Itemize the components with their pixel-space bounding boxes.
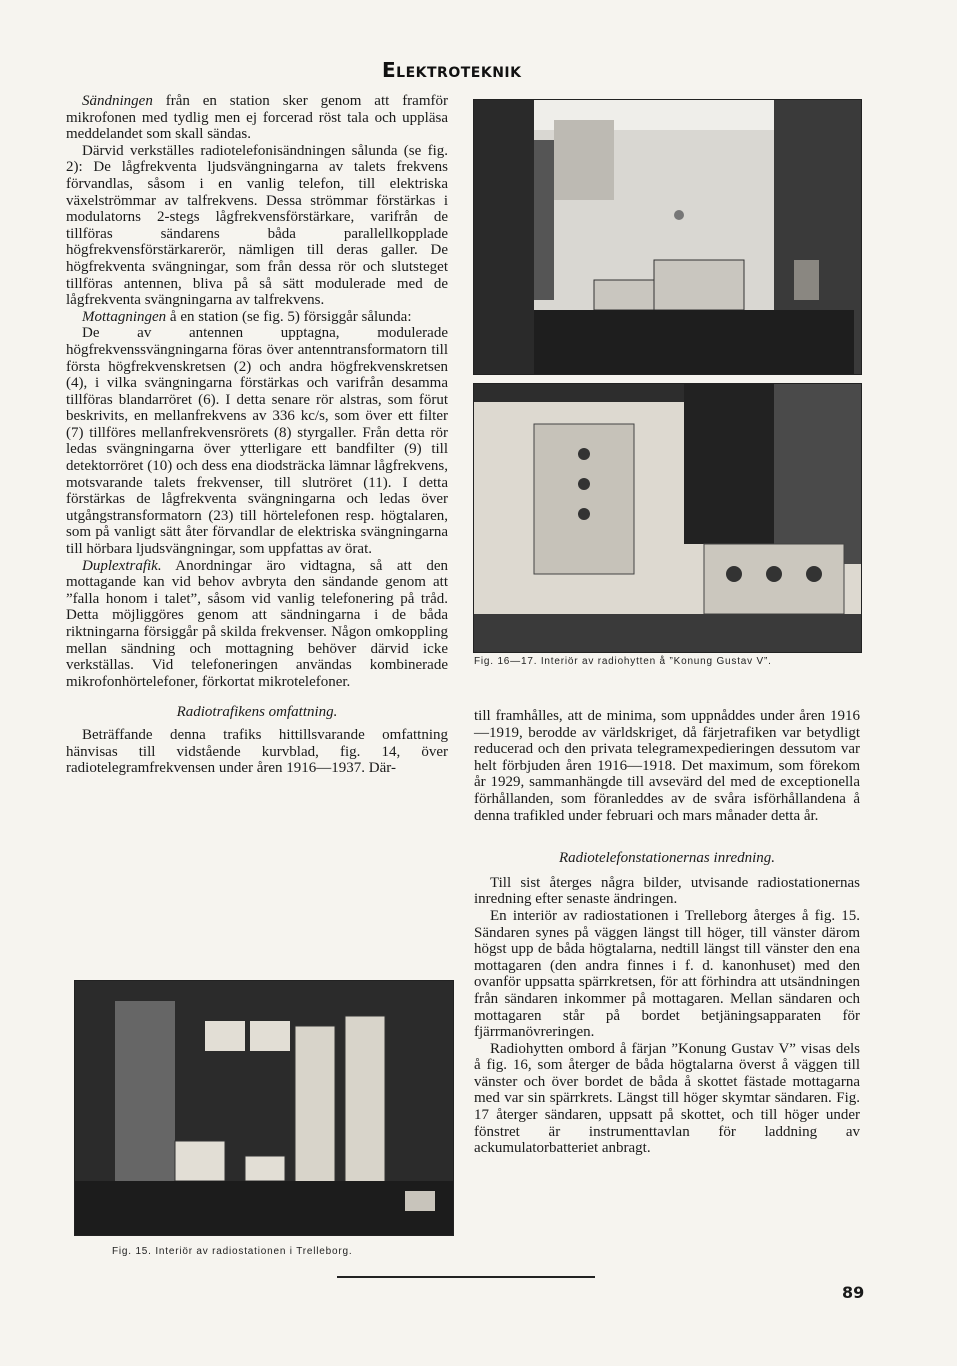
photo-fig-15-trelleborg [74, 980, 454, 1236]
paragraph-trafik-omfattning: Beträffande denna trafiks hittillsvarande omfattning hänvisas till vidstående kurvblad, fig. 14, över radiotelegramfrekvensen under åren 1916—1937. Där- [66, 726, 448, 777]
photo-fig-17-sandare [473, 383, 862, 653]
paragraph-mottagningen: å en station (se fig. 5) försiggår sålunda: [166, 308, 412, 325]
paragraph-framhalles: till framhålles, att de minima, som uppnåddes under åren 1916—1919, berodde av världskriget, då färjetrafiken var betydligt reducerad och den privata telegramexpedieringen dessutom var helt förbjuden åren 1916—1918. Det maximum, som förekom år 1929, sammanhängde till avsevärd del med de exceptionella förhållanden, som föranleddes av de svåra isförhållandena å denna trafikled under februari och mars månader detta år. [474, 708, 860, 824]
paragraph-duplextrafik: Anordningar äro vidtagna, så att den mottagande kan vid behov avbryta den sändande genom att ”falla honom i talet”, såsom vid vanlig telefonering på tråd. Detta möjliggöres genom att sändningarna i de båda riktningarna försiggår på skilda frekvenser. Någon omkoppling mellan sändning och mottagning behöver därvid icke verkställas. Vid telefoneringen användas kombinerade mikrofonhörtelefoner, förkortat mikrotelefoner. [66, 557, 448, 690]
photo-fig-16-radiohytt [473, 99, 862, 375]
paragraph-trelleborg-interior: En interiör av radiostationen i Trelleborg återges å fig. 15. Sändaren synes på väggen längst till höger, till vänster därom högst upp de båda högtalarna, nedtill längst till vänster den ena mottagaren (den andra finnes i f. d. kanonhuset) med den ovanför uppsatta spärrkretsen, för att förhindra att utsändningen från sändaren inkommer på mottagaren. Mellan sändaren och mottagaren står på bordet betjäningsapparaten för fjärrmanövreringen. [474, 907, 860, 1041]
paragraph-mottagning-detaljer: De av antennen upptagna, modulerade högfrekvenssvängningarna föras över antenntransformatorn till första högfrekvenskretsen (2) och andra högfrekvenskretsen (4), i vilka svängningarna förstärkas och varifrån desamma tillföras blandarröret (6). I detta senare rör alstras, som förut beskrivits, en mellanfrekvens av 336 kc/s, som över ett filter (7) tillföres mellanfrekvensrörets (8) styrgaller. Från detta rör ledas svängningarna över ytterligare ett bandfilter (9) till detektorröret (10) och dess ena diodsträcka lämnar lågfrekvens, motsvarande talets frekvenser, till slutröret (11). I detta förstärkas de lågfrekventa svängningarna och ledas över utgångstransformatorn (23) till hörtelefonen resp. högtalaren, som på vanligt sätt åter förvandlar de elektriska svängningarna till hörbara ljudsvängningar, som uppfattas av örat. [66, 325, 448, 558]
running-header [382, 58, 552, 82]
paragraph-sandningen: från en station sker genom att framför mikrofonen med tydlig men ej forcerad röst tala och uppläsa meddelandet som skall sändas. [66, 93, 448, 143]
heading-radiotelefonstationernas-inredning: Radiotelefonstationernas inredning. [558, 850, 776, 867]
lead-mottagningen: Mottagningen [82, 308, 167, 325]
caption-fig-16-17: Fig. 16—17. Interiör av radiohytten å ”Konung Gustav V”. [474, 656, 772, 667]
caption-fig-15: Fig. 15. Interiör av radiostationen i Trelleborg. [112, 1246, 353, 1257]
paragraph-radiotelefonisandning: Därvid verkställes radiotelefonisändningen sålunda (se fig. 2): De lågfrekventa ljudsvängningarna av talets frekvens förvandlas, såsom i en vanlig telefon, till elektriska växelströmmar av talfrekvens. Dessa strömmar förstärkas i modulatorns 2-stegs lågfrekvensförstärkare, varifrån de tillföras sändarens båda parallellkopplade högfrekvensförstärkarerör, nämligen till deras galler. De högfrekventa svängningar, som från dessa rör och slutsteget tillföras antennen, bliva på så sätt modulerade med de lågfrekventa svängningarna av talfrekvens. [66, 142, 448, 309]
paragraph-till-sist: Till sist återges några bilder, utvisande radiostationernas inredning efter senaste ändringen. [474, 874, 860, 908]
left-column [66, 93, 448, 777]
page-number: 89 [842, 1283, 865, 1302]
header-title: Elektroteknik [382, 58, 522, 82]
lead-sandningen: Sändningen [82, 93, 153, 109]
right-column [474, 708, 860, 1157]
heading-radiotrafikens-omfattning: Radiotrafikens omfattning. [176, 704, 338, 721]
footer-rule [337, 1276, 595, 1278]
lead-duplextrafik: Duplextrafik. [82, 557, 162, 574]
paragraph-radiohytten: Radiohytten ombord å färjan ”Konung Gustav V” visas dels å fig. 16, som återger de båda högtalarna överst å väggen till vänster och över bordet de båda å skottet fästade mottagarna med var sin spärrkrets. Längst till höger skymtar sändaren. Fig. 17 återger sändaren, uppsatt på skottet, och till höger under fönstret är instrumenttavlan för laddning av ackumulatorbatteriet anbragt. [474, 1040, 860, 1157]
